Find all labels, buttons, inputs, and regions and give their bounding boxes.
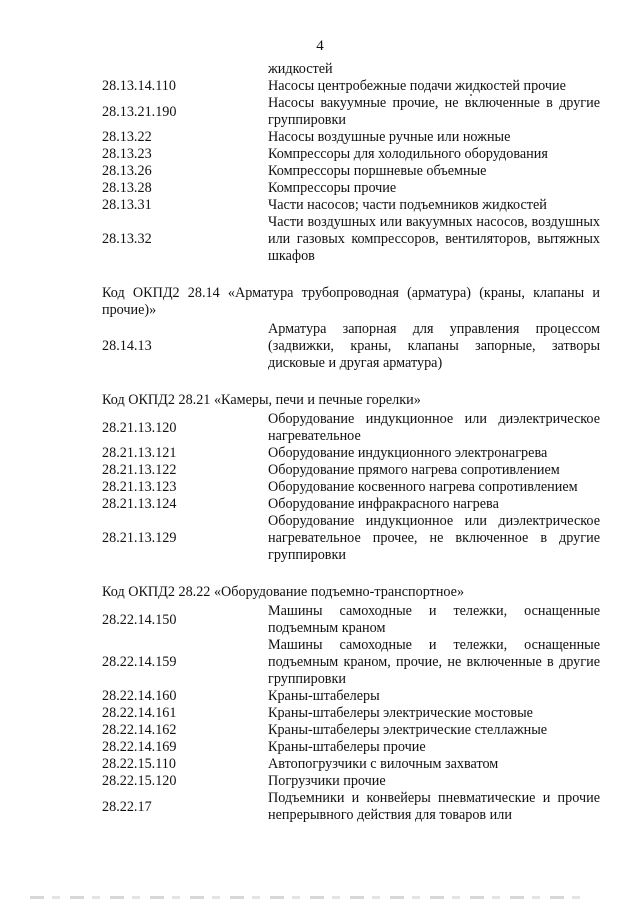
table-row (102, 790, 600, 824)
okpd-code: 28.22.14.150 (102, 611, 177, 628)
item-description: Оборудование косвенного нагрева сопротивлением (268, 479, 578, 495)
table-group-28-21 (102, 411, 600, 564)
item-description: Краны-штабелеры (268, 688, 380, 704)
okpd-code: 28.21.13.123 (102, 479, 177, 495)
item-description: Компрессоры поршневые объемные (268, 163, 487, 179)
okpd-code: 28.22.14.162 (102, 722, 177, 738)
okpd-code: 28.22.14.161 (102, 705, 177, 721)
table-row (102, 722, 600, 739)
okpd-code: 28.21.13.122 (102, 462, 177, 478)
item-description: Насосы вакуумные прочие, не включенные в другие группировки (268, 95, 600, 128)
continuation-text: жидкостей (268, 61, 333, 77)
table-row (102, 95, 600, 129)
okpd-code: 28.13.14.110 (102, 78, 176, 94)
table-row (102, 756, 600, 773)
okpd-code: 28.13.31 (102, 197, 152, 213)
item-description: Части насосов; части подъемников жидкостей (268, 197, 547, 213)
item-description: Краны-штабелеры электрические стеллажные (268, 722, 548, 738)
table-row (102, 603, 600, 637)
item-description: Компрессоры прочие (268, 180, 397, 196)
table-row (102, 180, 600, 197)
item-description: Оборудование индукционное или диэлектрическое нагревательное (268, 411, 600, 444)
table-group-28-13 (102, 78, 600, 265)
table-row (102, 321, 600, 372)
item-description: Погрузчики прочие (268, 773, 386, 789)
item-description: Насосы воздушные ручные или ножные (268, 129, 511, 145)
section-heading-28-21: Код ОКПД2 28.21 «Камеры, печи и печные горелки» (102, 392, 421, 408)
okpd-code: 28.13.26 (102, 163, 152, 179)
item-description: Машины самоходные и тележки, оснащенные подъемным краном (268, 603, 600, 636)
okpd-code: 28.13.32 (102, 231, 152, 247)
okpd-code: 28.21.13.124 (102, 496, 177, 512)
table-row (102, 78, 600, 95)
item-description: Части воздушных или вакуумных насосов, воздушных или газовых компрессоров, вентиляторов, вытяжных шкафов (268, 214, 600, 264)
item-description: Оборудование индукционного электронагрева (268, 445, 548, 461)
table-group-28-22 (102, 603, 600, 824)
item-description: Подъемники и конвейеры пневматические и прочие непрерывного действия для товаров или (268, 790, 600, 823)
okpd-code: 28.22.15.110 (102, 756, 176, 772)
table-row (102, 739, 600, 756)
section-heading-28-22: Код ОКПД2 28.22 «Оборудование подъемно-транспортное» (102, 584, 465, 600)
table-row (102, 513, 600, 564)
item-description: Краны-штабелеры электрические мостовые (268, 705, 533, 721)
okpd-code: 28.13.22 (102, 129, 152, 145)
okpd-code: 28.22.14.160 (102, 688, 177, 704)
item-description: Автопогрузчики с вилочным захватом (268, 756, 499, 772)
okpd-code: 28.22.14.169 (102, 739, 177, 755)
okpd-code: 28.13.28 (102, 180, 152, 196)
okpd-code: 28.13.21.190 (102, 103, 177, 120)
section-heading-28-14: Код ОКПД2 28.14 «Арматура трубопроводная (арматура) (краны, клапаны и прочие)» (102, 285, 600, 318)
table-group-28-14 (102, 321, 600, 372)
item-description: Машины самоходные и тележки, оснащенные подъемным краном, прочие, не включенные в другие группировки (268, 637, 600, 687)
item-description: Оборудование прямого нагрева сопротивлением (268, 462, 560, 478)
item-description: Компрессоры для холодильного оборудования (268, 146, 548, 162)
table-row (102, 705, 600, 722)
okpd-code: 28.22.15.120 (102, 773, 177, 789)
table-row (102, 411, 600, 445)
table-row (102, 773, 600, 790)
continuation-row (102, 61, 600, 78)
table-row (102, 163, 600, 180)
item-description: Оборудование инфракрасного нагрева (268, 496, 499, 512)
document-body (102, 61, 600, 824)
item-description: Краны-штабелеры прочие (268, 739, 426, 755)
okpd-code: 28.21.13.121 (102, 445, 177, 461)
table-row (102, 197, 600, 214)
okpd-code: 28.22.14.159 (102, 654, 177, 670)
item-description: Насосы центробежные подачи жидкостей прочие (268, 78, 566, 94)
item-description: Оборудование индукционное или диэлектрическое нагревательное прочее, не включенное в другие группировки (268, 513, 600, 563)
table-row (102, 445, 600, 462)
okpd-code: 28.22.17 (102, 798, 152, 815)
table-row (102, 129, 600, 146)
table-row (102, 688, 600, 705)
page-number: 4 (316, 38, 324, 54)
okpd-code: 28.21.13.129 (102, 530, 177, 546)
scan-artifact (30, 896, 590, 899)
table-row (102, 479, 600, 496)
okpd-code: 28.14.13 (102, 338, 152, 354)
item-description: Арматура запорная для управления процессом (задвижки, краны, клапаны запорные, затворы дисковые и другая арматура) (268, 321, 600, 371)
table-row (102, 146, 600, 163)
table-row (102, 462, 600, 479)
table-row (102, 496, 600, 513)
table-row (102, 214, 600, 265)
okpd-code: 28.21.13.120 (102, 419, 177, 436)
okpd-code: 28.13.23 (102, 146, 152, 162)
table-row (102, 637, 600, 688)
